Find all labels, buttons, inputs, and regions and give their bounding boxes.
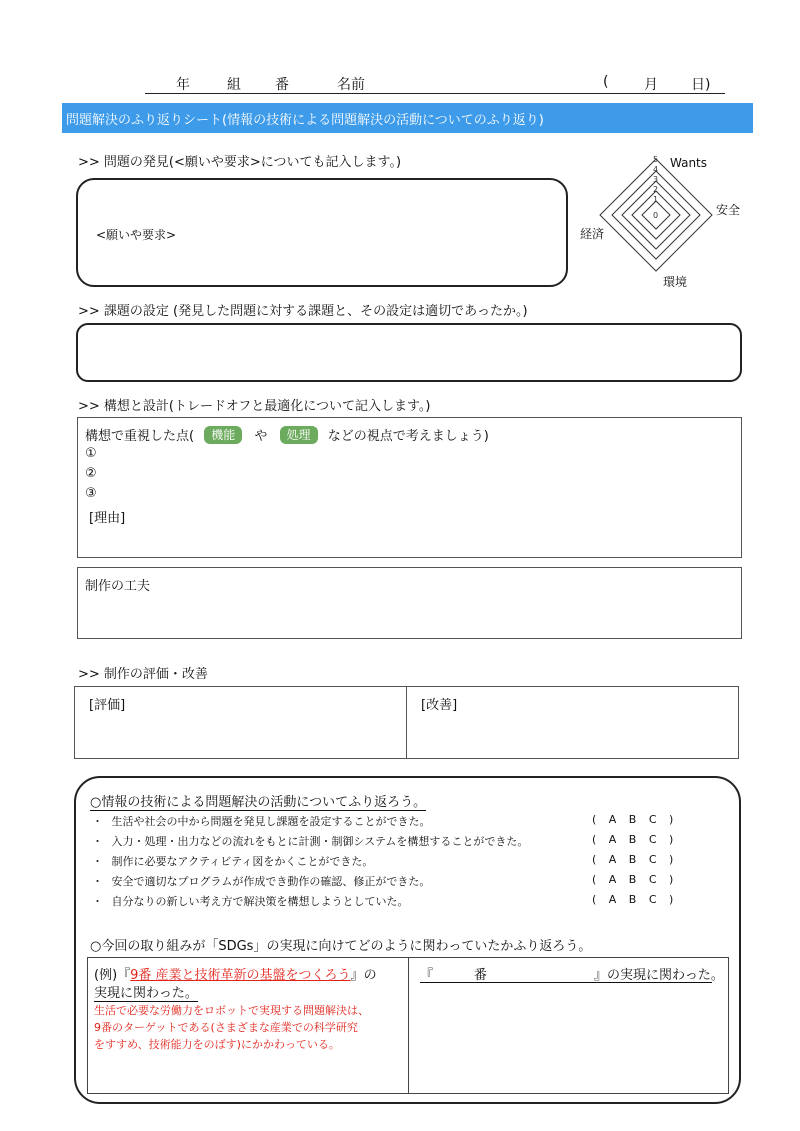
grade-abc[interactable]: ( A B C )	[592, 873, 674, 886]
list-bullet: ・	[92, 875, 103, 888]
example-line-1	[94, 964, 377, 983]
grade-abc[interactable]: ( A B C )	[592, 853, 674, 866]
example-body-3: をすすめ、技術能力をのばす)にかかわっている。	[94, 1038, 340, 1051]
header-ban: 番	[275, 77, 289, 93]
grade-abc[interactable]: ( A B C )	[592, 813, 674, 826]
answer-ban: 番	[474, 968, 488, 983]
radar-axis-keizai: 経済	[580, 227, 605, 241]
design-item-3: ③	[85, 486, 97, 501]
radar-scale-5: 5	[653, 155, 659, 164]
design-ya: や	[254, 429, 268, 444]
list-text: 自分なりの新しい考え方で解決策を構想しようとしていた。	[111, 895, 409, 908]
list-item	[92, 873, 430, 889]
grade-abc[interactable]: ( A B C )	[592, 893, 674, 906]
header-kumi: 組	[227, 77, 241, 93]
evaluation-divider	[406, 687, 407, 758]
list-text: 制作に必要なアクティビティ図をかくことができた。	[111, 855, 374, 868]
evaluation-heading: >> 制作の評価・改善	[78, 667, 208, 682]
answer-line[interactable]	[420, 964, 724, 983]
list-item	[92, 813, 431, 829]
radar-axis-wants: Wants	[670, 156, 708, 170]
pill-shori: 処理	[280, 426, 318, 444]
radar-scale-2: 2	[653, 185, 659, 194]
list-bullet: ・	[92, 855, 103, 868]
header-tsuki: 月	[644, 77, 658, 93]
example-body-1: 生活で必要な労働力をロボットで実現する問題解決は、	[94, 1004, 369, 1017]
design-focus-prefix: 構想で重視した点(	[85, 429, 195, 444]
discovery-box[interactable]	[76, 178, 568, 287]
list-text: 安全で適切なプログラムが作成でき動作の確認、修正ができた。	[111, 875, 431, 888]
sdgs-table	[87, 957, 729, 1094]
list-text: 入力・処理・出力などの流れをもとに計測・制御システムを構想することができた。	[111, 835, 529, 848]
kufuu-label: 制作の工夫	[85, 579, 151, 594]
kaizen-label: [改善]	[421, 698, 458, 713]
discovery-heading: >> 問題の発見(<願いや要求>についても記入します。)	[78, 155, 402, 170]
answer-open: 『	[420, 968, 434, 983]
example-body-2: 9番のターゲットである(さまざまな産業での科学研究	[94, 1021, 358, 1034]
example-line-2: 実現に関わった。	[94, 982, 198, 1002]
design-heading: >> 構想と設計(トレードオフと最適化について記入します。)	[78, 399, 431, 414]
radar-scale-0: 0	[653, 211, 659, 220]
setting-box[interactable]	[76, 323, 742, 382]
sdgs-divider	[408, 958, 409, 1093]
setting-heading: >> 課題の設定 (発見した問題に対する課題と、その設定は適切であったか。)	[78, 304, 528, 319]
reflection-title-1: ○情報の技術による問題解決の活動についてふり返ろう。	[90, 791, 426, 811]
list-bullet: ・	[92, 815, 103, 828]
header-paren: (	[603, 74, 609, 90]
radar-scale-4: 4	[653, 165, 659, 174]
radar-scale-3: 3	[653, 175, 659, 184]
reflection-box	[74, 776, 741, 1104]
design-reason: [理由]	[89, 511, 126, 526]
hyoka-label: [評価]	[89, 698, 126, 713]
radar-axis-kankyo: 環境	[663, 275, 688, 289]
list-text: 生活や社会の中から問題を発見し課題を設定することができた。	[111, 815, 431, 828]
design-focus-suffix: などの視点で考えましょう)	[327, 429, 489, 444]
list-bullet: ・	[92, 895, 103, 908]
answer-close: 』の実現に関わった。	[594, 968, 724, 983]
radar-scale-1: 1	[653, 195, 659, 204]
kufuu-box[interactable]	[77, 567, 742, 639]
reflection-title-2: ○今回の取り組みが「SDGs」の実現に向けてどのように関わっていたかふり返ろう。	[90, 939, 592, 954]
header-namae: 名前	[337, 77, 365, 93]
discovery-box-label: <願いや要求>	[96, 228, 177, 242]
list-item	[92, 853, 373, 869]
example-suffix: 』の	[350, 968, 377, 983]
evaluation-box[interactable]	[74, 686, 739, 759]
header-hi: 日)	[691, 77, 711, 93]
list-item	[92, 833, 528, 849]
design-box[interactable]	[77, 417, 742, 558]
list-bullet: ・	[92, 835, 103, 848]
design-focus-line	[85, 425, 489, 444]
grade-abc[interactable]: ( A B C )	[592, 833, 674, 846]
pill-kinou: 機能	[204, 426, 242, 444]
radar-axis-anzen: 安全	[716, 203, 741, 217]
title-banner	[62, 103, 753, 133]
banner-title: 問題解決のふり返りシート(情報の技術による問題解決の活動についてのふり返り)	[66, 113, 544, 128]
radar-chart	[578, 150, 768, 290]
example-sdg-title: 9番 産業と技術革新の基盤をつくろう	[130, 968, 351, 983]
header-nen: 年	[176, 77, 190, 93]
design-item-1: ①	[85, 446, 97, 461]
list-item	[92, 893, 409, 909]
design-item-2: ②	[85, 466, 97, 481]
example-prefix: (例)『	[94, 968, 131, 983]
